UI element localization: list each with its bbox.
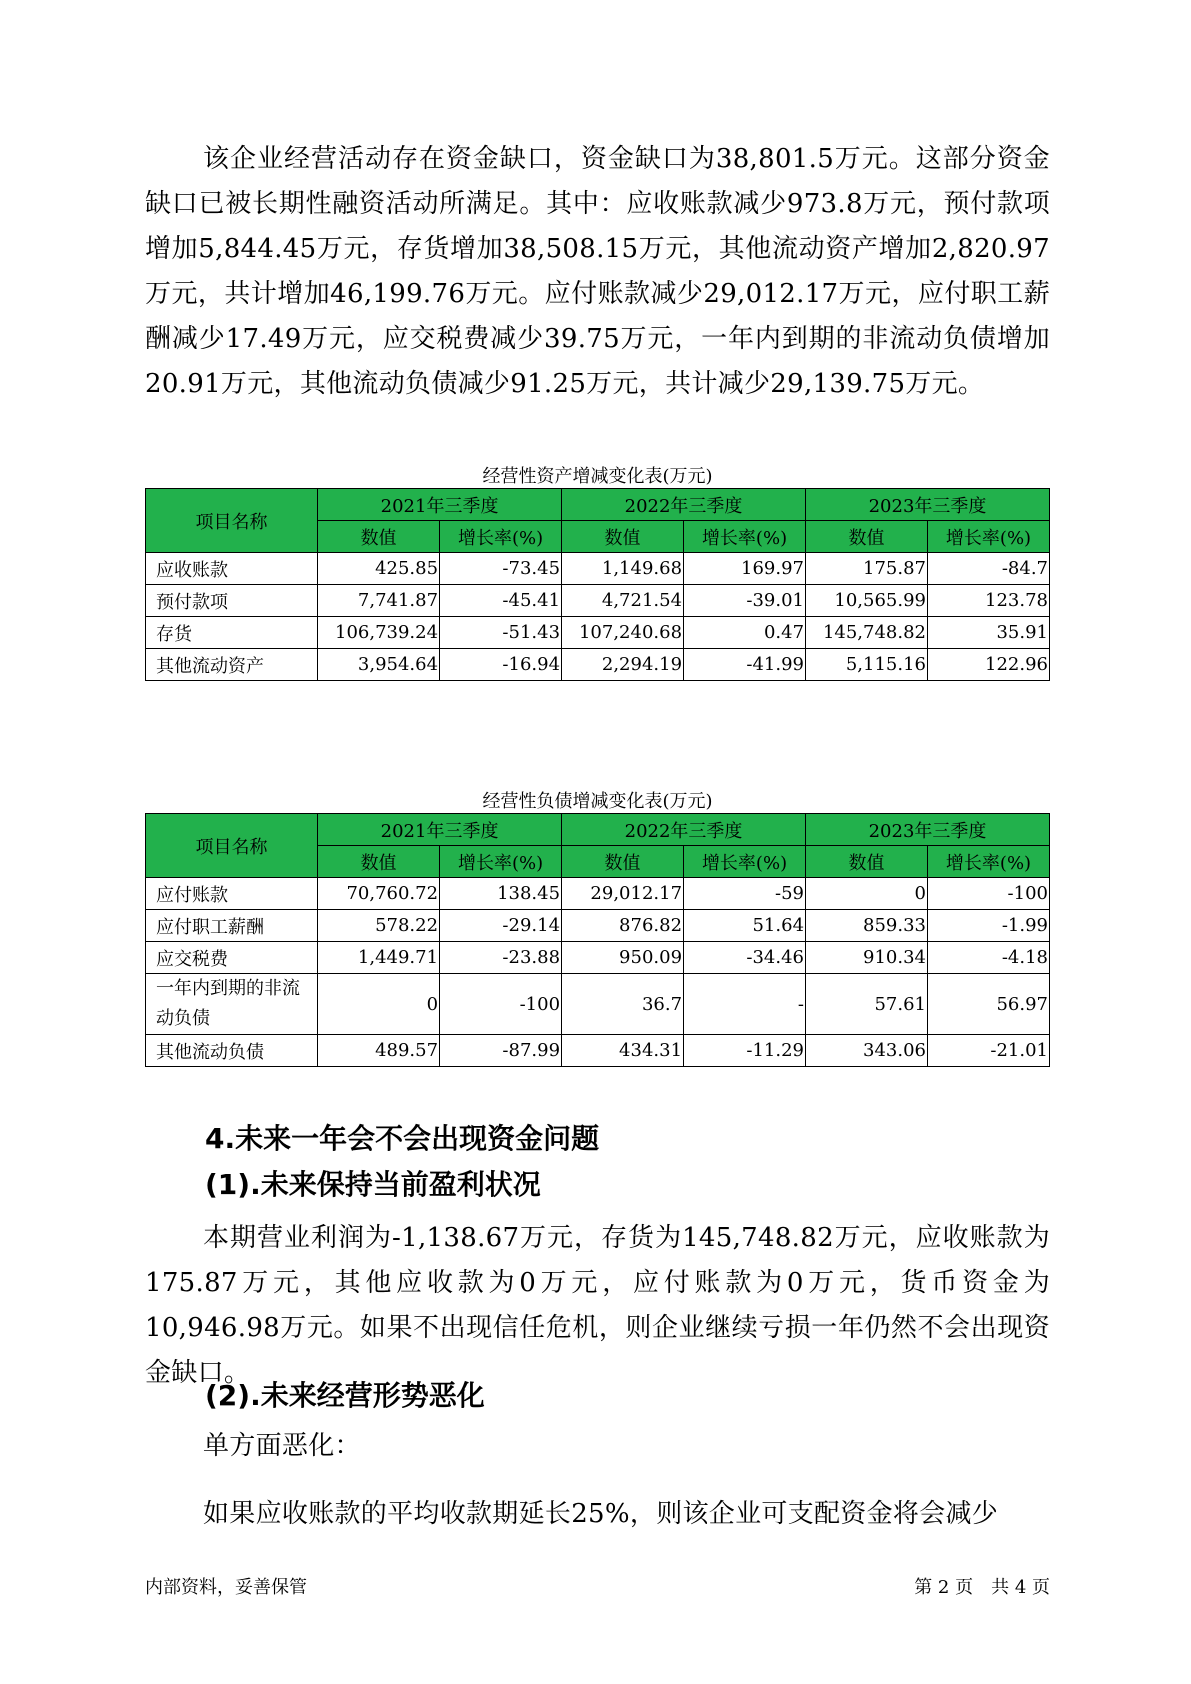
cell: 910.34	[806, 942, 928, 974]
cell: 122.96	[928, 649, 1050, 681]
cell: 36.7	[562, 974, 684, 1035]
cell: -29.14	[440, 910, 562, 942]
cell: -	[684, 974, 806, 1035]
cell: 859.33	[806, 910, 928, 942]
header-value: 数值	[562, 521, 684, 553]
paragraph-deterioration: 单方面恶化：	[203, 1431, 361, 1461]
subsection-heading: (2).未来经营形势恶化	[205, 1379, 485, 1412]
paragraph-current-profit: 本期营业利润为-1,138.67万元，存货为145,748.82万元，应收账款为175.87万元，其他应收款为0万元，应付账款为0万元，货币资金为10,946.98万元。如果不出现信任危机，则企业继续亏损一年仍然不会出现资金缺口。	[145, 1223, 1050, 1388]
cell: -87.99	[440, 1035, 562, 1067]
row-name: 预付款项	[146, 585, 318, 617]
table-row	[146, 1035, 1050, 1067]
row-name: 其他流动负债	[146, 1035, 318, 1067]
row-name: 应交税费	[146, 942, 318, 974]
cell: 434.31	[562, 1035, 684, 1067]
cell: -34.46	[684, 942, 806, 974]
cell: 29,012.17	[562, 878, 684, 910]
table-row	[146, 910, 1050, 942]
cell: 578.22	[318, 910, 440, 942]
paragraph-cash-gap: 该企业经营活动存在资金缺口，资金缺口为38,801.5万元。这部分资金缺口已被长期性融资活动所满足。其中：应收账款减少973.8万元，预付款项增加5,844.45万元，存货增加38,508.15万元，其他流动资产增加2,820.97万元，共计增加46,199.76万元。应付账款减少29,012.17万元，应付职工薪酬减少17.49万元，应交税费减少39.75万元，一年内到期的非流动负债增加20.91万元，其他流动负债减少91.25万元，共计减少29,139.75万元。	[145, 144, 1050, 399]
cell: 138.45	[440, 878, 562, 910]
operating-assets-table	[145, 488, 1050, 681]
table-row	[146, 649, 1050, 681]
header-growth: 增长率(%)	[928, 521, 1050, 553]
table-row	[146, 878, 1050, 910]
cell: 5,115.16	[806, 649, 928, 681]
cell: 56.97	[928, 974, 1050, 1035]
table-row	[146, 617, 1050, 649]
header-value: 数值	[806, 521, 928, 553]
cell: -11.29	[684, 1035, 806, 1067]
cell: 169.97	[684, 553, 806, 585]
header-period: 2021年三季度	[318, 489, 562, 521]
cell: 1,449.71	[318, 942, 440, 974]
operating-liabilities-table	[145, 813, 1050, 1067]
cell: -23.88	[440, 942, 562, 974]
header-growth: 增长率(%)	[440, 846, 562, 878]
table-row	[146, 553, 1050, 585]
cell: -45.41	[440, 585, 562, 617]
paragraph-receivables: 如果应收账款的平均收款期延长25%，则该企业可支配资金将会减少	[203, 1499, 999, 1529]
cell: -41.99	[684, 649, 806, 681]
cell: 123.78	[928, 585, 1050, 617]
cell: 0.47	[684, 617, 806, 649]
row-name: 应付账款	[146, 878, 318, 910]
cell: -4.18	[928, 942, 1050, 974]
header-item-name: 项目名称	[146, 489, 318, 553]
footer-page-number: 第 2 页 共 4 页	[914, 1577, 1050, 1598]
cell: 57.61	[806, 974, 928, 1035]
header-period: 2023年三季度	[806, 489, 1050, 521]
cell: 51.64	[684, 910, 806, 942]
header-growth: 增长率(%)	[928, 846, 1050, 878]
cell: -39.01	[684, 585, 806, 617]
table2-caption: 经营性负债增减变化表(万元)	[482, 791, 713, 812]
cell: -59	[684, 878, 806, 910]
table-row	[146, 942, 1050, 974]
cell: 0	[806, 878, 928, 910]
header-growth: 增长率(%)	[440, 521, 562, 553]
cell: 489.57	[318, 1035, 440, 1067]
cell: 0	[318, 974, 440, 1035]
header-growth: 增长率(%)	[684, 521, 806, 553]
cell: 175.87	[806, 553, 928, 585]
header-period: 2022年三季度	[562, 814, 806, 846]
cell: 4,721.54	[562, 585, 684, 617]
table-row	[146, 974, 1050, 1035]
cell: -100	[928, 878, 1050, 910]
row-name: 存货	[146, 617, 318, 649]
cell: -1.99	[928, 910, 1050, 942]
cell: -73.45	[440, 553, 562, 585]
cell: 107,240.68	[562, 617, 684, 649]
cell: -21.01	[928, 1035, 1050, 1067]
cell: 343.06	[806, 1035, 928, 1067]
cell: 950.09	[562, 942, 684, 974]
cell: -84.7	[928, 553, 1050, 585]
cell: 145,748.82	[806, 617, 928, 649]
cell: 1,149.68	[562, 553, 684, 585]
footer-confidential: 内部资料，妥善保管	[145, 1577, 307, 1598]
row-name: 应收账款	[146, 553, 318, 585]
cell: 7,741.87	[318, 585, 440, 617]
row-name: 一年内到期的非流动负债	[146, 974, 318, 1035]
header-value: 数值	[318, 521, 440, 553]
header-growth: 增长率(%)	[684, 846, 806, 878]
cell: -51.43	[440, 617, 562, 649]
header-period: 2023年三季度	[806, 814, 1050, 846]
cell: 876.82	[562, 910, 684, 942]
table-row	[146, 585, 1050, 617]
cell: 425.85	[318, 553, 440, 585]
cell: 35.91	[928, 617, 1050, 649]
header-period: 2022年三季度	[562, 489, 806, 521]
cell: 10,565.99	[806, 585, 928, 617]
cell: 3,954.64	[318, 649, 440, 681]
subsection-heading: (1).未来保持当前盈利状况	[205, 1168, 541, 1201]
row-name: 应付职工薪酬	[146, 910, 318, 942]
cell: -16.94	[440, 649, 562, 681]
header-item-name: 项目名称	[146, 814, 318, 878]
table1-caption: 经营性资产增减变化表(万元)	[482, 466, 713, 487]
cell: -100	[440, 974, 562, 1035]
section-heading: 4.未来一年会不会出现资金问题	[205, 1122, 600, 1155]
cell: 2,294.19	[562, 649, 684, 681]
cell: 70,760.72	[318, 878, 440, 910]
header-value: 数值	[562, 846, 684, 878]
row-name: 其他流动资产	[146, 649, 318, 681]
header-value: 数值	[806, 846, 928, 878]
header-value: 数值	[318, 846, 440, 878]
header-period: 2021年三季度	[318, 814, 562, 846]
cell: 106,739.24	[318, 617, 440, 649]
